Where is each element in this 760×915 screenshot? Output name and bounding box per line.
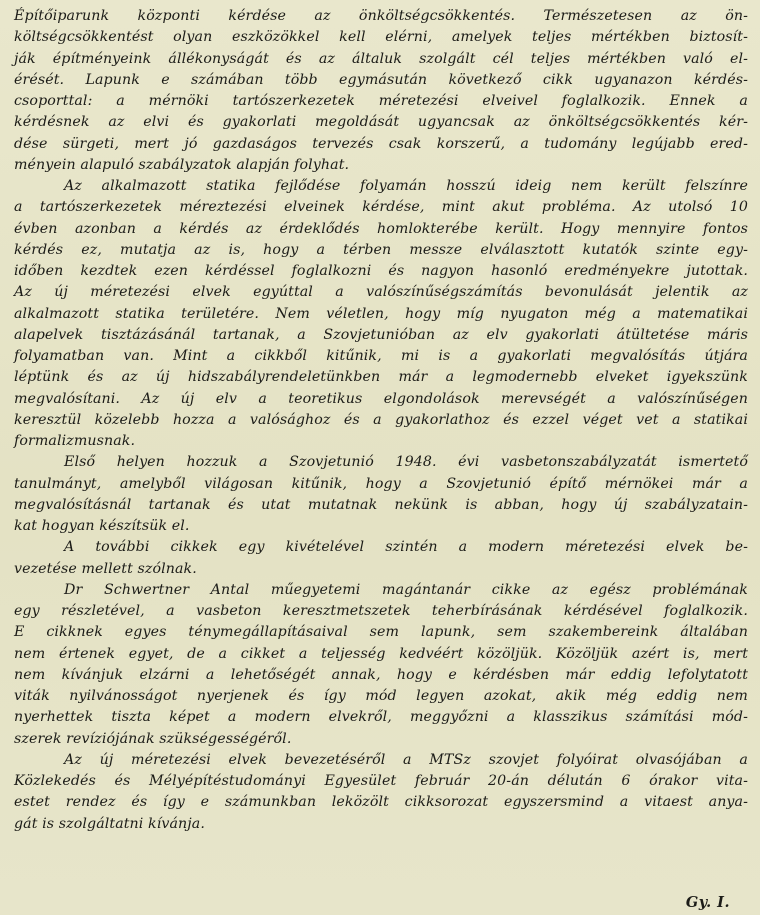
text-line: folyamatban van. Mint a cikkből kitűnik, mi is a gyakorlati megvalósítás útjára (14, 348, 748, 364)
text-line: érését. Lapunk e számában több egymásután következő cikk ugyanazon kérdés- (14, 71, 748, 88)
text-line: vezetése mellett szólnak. (14, 560, 197, 577)
text-line: Az új méretezési elvek bevezetéséről a MTSz szovjet folyóirat olvasójában a (64, 751, 748, 768)
text-line: Az alkalmazott statika fejlődése folyamán hosszú ideig nem került felszínre (64, 178, 748, 194)
editorial-article (14, 6, 748, 835)
text-line: évben azonban a kérdés az érdeklődés homlokterébe került. Hogy mennyire fontos (14, 220, 748, 237)
text-line: csoporttal: a mérnöki tartószerkezetek méretezési elveivel foglalkozik. Ennek a (14, 93, 748, 109)
text-line: Dr Schwertner Antal műegyetemi magántanár cikke az egész problémának (64, 581, 748, 598)
text-line: alapelvek tisztázásánál tartanak, a Szovjetunióban az elv gyakorlati átültetése máris (14, 326, 748, 343)
text-line: dése sürgeti, mert jó gazdaságos tervezés csak korszerű, a tudomány legújabb ered- (14, 135, 748, 152)
text-line: nyerhettek tiszta képet a modern elvekről, meggyőzni a klasszikus számítási mód- (14, 709, 748, 726)
text-line: ményein alapuló szabályzatok alapján folyhat. (14, 156, 350, 173)
text-line: tanulmányt, amelyből világosan kitűnik, hogy a Szovjetunió építő mérnökei már a (14, 475, 748, 492)
paragraph (14, 537, 748, 580)
text-line: keresztül közelebb hozza a valósághoz és a gyakorlathoz és ezzel véget vet a statikai (14, 411, 748, 428)
text-line: kat hogyan készítsük el. (14, 518, 190, 534)
text-line: Első helyen hozzuk a Szovjetunió 1948. évi vasbetonszabályzatát ismertető (64, 454, 748, 471)
text-line: időben kezdtek ezen kérdéssel foglalkozni és nagyon hasonló eredményekre jutottak. (14, 263, 748, 279)
text-line: megvalósítani. Az új elv a teoretikus elgondolások merevségét a valószínűségen (14, 390, 748, 407)
text-line: kérdésnek az elvi és gyakorlati megoldását ugyancsak az önköltségcsökkentés kér- (14, 114, 748, 131)
text-line: viták nyilvánosságot nyerjenek és így mód legyen azokat, akik még eddig nem (14, 688, 748, 704)
paragraph (14, 750, 748, 835)
text-line: szerek revíziójának szükségességéről. (14, 730, 292, 747)
text-line: gát is szolgáltatni kívánja. (14, 815, 205, 832)
text-line: Az új méretezési elvek egyúttal a valószínűségszámítás bevonulását jelentik az (14, 284, 748, 301)
paragraph (14, 6, 748, 176)
text-line: nem értenek egyet, de a cikket a teljesség kedvéért közöljük. Közöljük azért is, mert (14, 645, 748, 662)
text-line: ják építményeink állékonyságát és az általuk szolgált cél teljes mértékben való el- (14, 50, 748, 67)
text-line: Építőiparunk központi kérdése az önköltségcsökkentés. Természetesen az ön- (14, 8, 748, 24)
text-line: léptünk és az új hidszabályrendeletünkben már a legmodernebb elveket igyekszünk (14, 369, 748, 386)
text-line: alkalmazott statika területére. Nem véletlen, hogy míg nyugaton még a matematikai (14, 305, 748, 322)
text-line: formalizmusnak. (14, 433, 136, 449)
text-line: nem kívánjuk elzárni a lehetőségét annak, hogy e kérdésben már eddig lefolytatott (14, 666, 748, 683)
text-line: estet rendez és így e számunkban leközölt cikksorozat egyszersmind a vitaest anya- (14, 794, 748, 811)
text-line: E cikknek egyes ténymegállapításaival sem lapunk, sem szakembereink általában (14, 624, 748, 641)
text-line: A további cikkek egy kivételével szintén a modern méretezési elvek be- (64, 539, 748, 556)
text-line: költségcsökkentést olyan eszközökkel kell elérni, amelyek teljes mértékben biztosít- (14, 29, 748, 46)
text-line: Közlekedés és Mélyépítéstudományi Egyesület február 20-án délután 6 órakor vita- (14, 773, 748, 789)
text-line: a tartószerkezetek méreztezési elveinek kérdése, mint akut probléma. Az utolsó 10 (14, 199, 748, 216)
paragraph (14, 452, 748, 537)
text-line: egy részletével, a vasbeton keresztmetszetek teherbírásának kérdésével foglalkozik. (14, 603, 748, 619)
paragraph (14, 176, 748, 452)
paragraph (14, 580, 748, 750)
text-line: kérdés ez, mutatja az is, hogy a térben messze elválasztott kutatók szinte egy- (14, 241, 748, 258)
author-signature: Gy. I. (685, 894, 730, 911)
text-line: megvalósításnál tartanak és utat mutatnak nekünk is abban, hogy új szabályzatain- (14, 496, 748, 513)
